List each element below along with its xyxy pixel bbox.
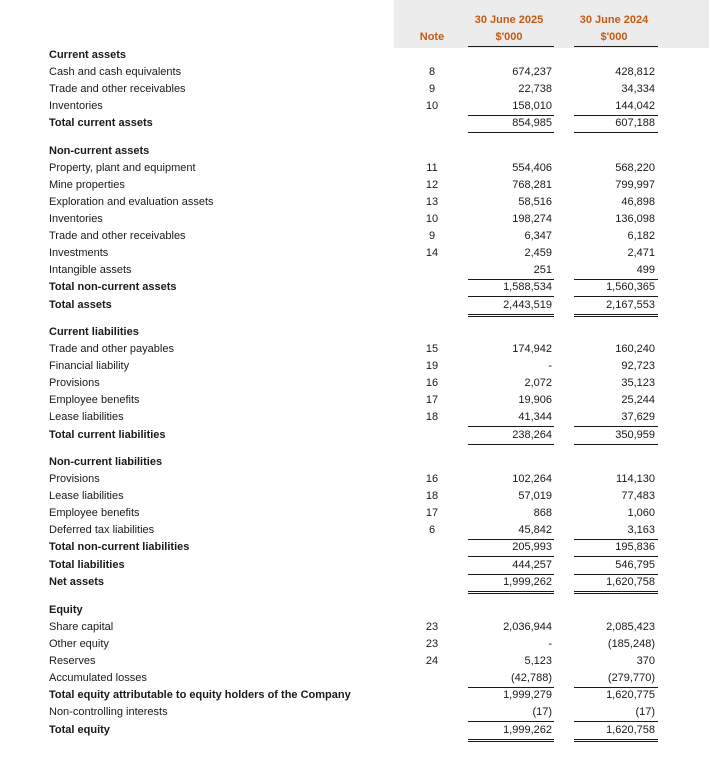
row-label-exploration-and-evaluation-assets: Exploration and evaluation assets (49, 196, 214, 208)
note-ref-provisions: 16 (425, 473, 439, 485)
row-label-total-non-current-liabilities: Total non-current liabilities (49, 541, 190, 553)
value-2025-total-non-current-liabilities: 205,993 (512, 541, 552, 553)
rule-2024-total-assets (574, 314, 658, 315)
row-label-accumulated-losses: Accumulated losses (49, 672, 147, 684)
rule-2024-total-current-liabilities (574, 444, 658, 445)
section-heading-current-liabilities: Current liabilities (49, 326, 139, 338)
row-label-deferred-tax-liabilities: Deferred tax liabilities (49, 524, 155, 536)
value-2024-non-controlling-interests: (17) (635, 706, 655, 718)
rule-2025-total-assets (468, 314, 554, 315)
value-2024-financial-liability: 92,723 (621, 360, 655, 372)
value-2024-total-equity: 1,620,758 (606, 724, 655, 736)
rule-2025-non-controlling-interests (468, 721, 554, 722)
note-ref-other-equity: 23 (425, 638, 439, 650)
row-label-mine-properties: Mine properties (49, 179, 125, 191)
note-ref-cash-and-cash-equivalents: 8 (428, 66, 436, 78)
rule-2025-deferred-tax-liabilities (468, 539, 554, 540)
value-2025-other-equity: - (548, 638, 552, 650)
row-label-inventories: Inventories (49, 100, 103, 112)
value-2025-intangible-assets: 251 (533, 264, 552, 276)
rule-2024-total-equity (574, 739, 658, 740)
value-2025-inventories: 158,010 (512, 100, 552, 112)
rule-2025-total-non-current-assets (468, 296, 554, 297)
note-ref-trade-and-other-receivables: 9 (428, 230, 436, 242)
note-ref-lease-liabilities: 18 (425, 411, 439, 423)
col-2024-title: 30 June 2024 (579, 14, 649, 26)
section-heading-current-assets: Current assets (49, 49, 127, 61)
note-ref-deferred-tax-liabilities: 6 (428, 524, 436, 536)
rule-2024-accumulated-losses (574, 687, 658, 688)
note-ref-provisions: 16 (425, 377, 439, 389)
value-2025-total-liabilities: 444,257 (512, 559, 552, 571)
rule-2025-total-equity (468, 739, 554, 740)
value-2025-trade-and-other-receivables: 6,347 (524, 230, 552, 242)
value-2024-total-assets: 2,167,553 (606, 299, 655, 311)
value-2025-employee-benefits: 19,906 (518, 394, 552, 406)
rule-2024-lease-liabilities (574, 426, 658, 427)
value-2025-employee-benefits: 868 (533, 507, 552, 519)
value-2025-accumulated-losses: (42,788) (511, 672, 552, 684)
row-label-lease-liabilities: Lease liabilities (49, 490, 124, 502)
value-2025-total-current-assets: 854,985 (512, 117, 552, 129)
row-label-total-current-liabilities: Total current liabilities (49, 429, 166, 441)
value-2024-cash-and-cash-equivalents: 428,812 (615, 66, 655, 78)
value-2024-trade-and-other-payables: 160,240 (615, 343, 655, 355)
note-header: Note (419, 31, 445, 43)
double-rule-2025-total-assets (468, 316, 554, 317)
rule-2024-net-assets (574, 591, 658, 592)
value-2024-total-equity-attributable-to-equity-holders-of-the-company: 1,620,775 (606, 689, 655, 701)
value-2024-other-equity: (185,248) (607, 638, 655, 650)
double-rule-2025-net-assets (468, 593, 554, 594)
value-2025-non-controlling-interests: (17) (532, 706, 552, 718)
row-label-intangible-assets: Intangible assets (49, 264, 132, 276)
value-2025-total-current-liabilities: 238,264 (512, 429, 552, 441)
row-label-cash-and-cash-equivalents: Cash and cash equivalents (49, 66, 182, 78)
value-2025-lease-liabilities: 57,019 (518, 490, 552, 502)
note-ref-property-plant-and-equipment: 11 (426, 162, 438, 174)
value-2025-investments: 2,459 (524, 247, 552, 259)
note-ref-trade-and-other-receivables: 9 (428, 83, 436, 95)
value-2024-reserves: 370 (636, 655, 655, 667)
value-2025-reserves: 5,123 (524, 655, 552, 667)
rule-2025-total-current-liabilities (468, 444, 554, 445)
note-ref-investments: 14 (425, 247, 439, 259)
value-2024-total-non-current-liabilities: 195,836 (615, 541, 655, 553)
rule-2025-total-non-current-liabilities (468, 556, 554, 557)
row-label-trade-and-other-receivables: Trade and other receivables (49, 230, 186, 242)
value-2025-exploration-and-evaluation-assets: 58,516 (518, 196, 552, 208)
rule-2024-total-non-current-liabilities (574, 556, 658, 557)
value-2024-trade-and-other-receivables: 6,182 (627, 230, 655, 242)
rule-2024-inventories (574, 115, 658, 116)
value-2024-lease-liabilities: 37,629 (621, 411, 655, 423)
rule-2024-total-liabilities (574, 574, 658, 575)
double-rule-2024-total-assets (574, 316, 658, 317)
value-2024-deferred-tax-liabilities: 3,163 (627, 524, 655, 536)
note-ref-mine-properties: 12 (425, 179, 439, 191)
value-2024-exploration-and-evaluation-assets: 46,898 (621, 196, 655, 208)
row-label-property-plant-and-equipment: Property, plant and equipment (49, 162, 196, 174)
rule-2025-intangible-assets (468, 279, 554, 280)
rule-2024-deferred-tax-liabilities (574, 539, 658, 540)
value-2024-employee-benefits: 25,244 (621, 394, 655, 406)
rule-2024-total-current-assets (574, 132, 658, 133)
row-label-financial-liability: Financial liability (49, 360, 130, 372)
value-2025-cash-and-cash-equivalents: 674,237 (512, 66, 552, 78)
value-2025-deferred-tax-liabilities: 45,842 (518, 524, 552, 536)
value-2024-property-plant-and-equipment: 568,220 (615, 162, 655, 174)
value-2024-mine-properties: 799,997 (615, 179, 655, 191)
row-label-employee-benefits: Employee benefits (49, 394, 140, 406)
value-2025-provisions: 2,072 (524, 377, 552, 389)
note-ref-inventories: 10 (425, 100, 439, 112)
note-ref-exploration-and-evaluation-assets: 13 (425, 196, 439, 208)
note-ref-inventories: 10 (425, 213, 439, 225)
value-2024-total-non-current-assets: 1,560,365 (606, 281, 655, 293)
value-2024-trade-and-other-receivables: 34,334 (621, 83, 655, 95)
rule-2025-lease-liabilities (468, 426, 554, 427)
value-2024-investments: 2,471 (627, 247, 655, 259)
col-2025-title: 30 June 2025 (474, 14, 544, 26)
value-2024-share-capital: 2,085,423 (606, 621, 655, 633)
value-2025-mine-properties: 768,281 (512, 179, 552, 191)
row-label-total-liabilities: Total liabilities (49, 559, 125, 571)
col-2025-unit: $'000 (495, 31, 523, 43)
note-ref-employee-benefits: 17 (425, 394, 439, 406)
value-2024-intangible-assets: 499 (636, 264, 655, 276)
row-label-non-controlling-interests: Non-controlling interests (49, 706, 168, 718)
row-label-total-equity: Total equity (49, 724, 110, 736)
row-label-net-assets: Net assets (49, 576, 105, 588)
double-rule-2024-net-assets (574, 593, 658, 594)
rule-2025-total-liabilities (468, 574, 554, 575)
value-2025-total-equity-attributable-to-equity-holders-of-the-company: 1,999,279 (503, 689, 552, 701)
col-2024-unit: $'000 (600, 31, 628, 43)
row-label-total-current-assets: Total current assets (49, 117, 153, 129)
section-heading-equity: Equity (49, 604, 83, 616)
double-rule-2024-total-equity (574, 741, 658, 742)
section-heading-non-current-liabilities: Non-current liabilities (49, 456, 163, 468)
rule-2024-non-controlling-interests (574, 721, 658, 722)
value-2024-provisions: 35,123 (621, 377, 655, 389)
rule-2025-total-current-assets (468, 132, 554, 133)
note-ref-reserves: 24 (425, 655, 439, 667)
value-2025-total-non-current-assets: 1,588,534 (503, 281, 552, 293)
value-2025-share-capital: 2,036,944 (503, 621, 552, 633)
double-rule-2025-total-equity (468, 741, 554, 742)
row-label-trade-and-other-payables: Trade and other payables (49, 343, 174, 355)
value-2024-provisions: 114,130 (616, 473, 655, 485)
row-label-other-equity: Other equity (49, 638, 109, 650)
value-2025-lease-liabilities: 41,344 (518, 411, 552, 423)
row-label-lease-liabilities: Lease liabilities (49, 411, 124, 423)
header-underline-2025 (468, 46, 554, 47)
value-2025-trade-and-other-payables: 174,942 (512, 343, 552, 355)
rule-2024-total-non-current-assets (574, 296, 658, 297)
value-2025-property-plant-and-equipment: 554,406 (512, 162, 552, 174)
value-2025-provisions: 102,264 (512, 473, 552, 485)
row-label-inventories: Inventories (49, 213, 103, 225)
rule-2025-accumulated-losses (468, 687, 554, 688)
note-ref-share-capital: 23 (425, 621, 439, 633)
value-2025-net-assets: 1,999,262 (503, 576, 552, 588)
value-2024-total-current-liabilities: 350,959 (615, 429, 655, 441)
value-2024-net-assets: 1,620,758 (606, 576, 655, 588)
value-2024-lease-liabilities: 77,483 (621, 490, 655, 502)
row-label-total-assets: Total assets (49, 299, 112, 311)
value-2024-employee-benefits: 1,060 (627, 507, 655, 519)
section-heading-non-current-assets: Non-current assets (49, 145, 150, 157)
value-2025-total-equity: 1,999,262 (503, 724, 552, 736)
row-label-share-capital: Share capital (49, 621, 114, 633)
row-label-investments: Investments (49, 247, 109, 259)
row-label-employee-benefits: Employee benefits (49, 507, 140, 519)
note-ref-financial-liability: 19 (425, 360, 439, 372)
value-2024-total-current-assets: 607,188 (615, 117, 655, 129)
row-label-provisions: Provisions (49, 473, 100, 485)
value-2024-inventories: 144,042 (615, 100, 655, 112)
row-label-reserves: Reserves (49, 655, 96, 667)
value-2024-total-liabilities: 546,795 (615, 559, 655, 571)
header-underline-2024 (574, 46, 658, 47)
note-ref-trade-and-other-payables: 15 (425, 343, 439, 355)
rule-2024-intangible-assets (574, 279, 658, 280)
rule-2025-inventories (468, 115, 554, 116)
value-2025-inventories: 198,274 (512, 213, 552, 225)
rule-2025-net-assets (468, 591, 554, 592)
row-label-trade-and-other-receivables: Trade and other receivables (49, 83, 186, 95)
value-2025-total-assets: 2,443,519 (503, 299, 552, 311)
row-label-provisions: Provisions (49, 377, 100, 389)
value-2025-financial-liability: - (548, 360, 552, 372)
value-2024-accumulated-losses: (279,770) (607, 672, 655, 684)
row-label-total-non-current-assets: Total non-current assets (49, 281, 177, 293)
note-ref-employee-benefits: 17 (425, 507, 439, 519)
value-2025-trade-and-other-receivables: 22,738 (518, 83, 552, 95)
row-label-total-equity-attributable-to-equity-holders-of-the-company: Total equity attributable to equity holders of the Company (49, 689, 351, 701)
value-2024-inventories: 136,098 (615, 213, 655, 225)
note-ref-lease-liabilities: 18 (425, 490, 439, 502)
